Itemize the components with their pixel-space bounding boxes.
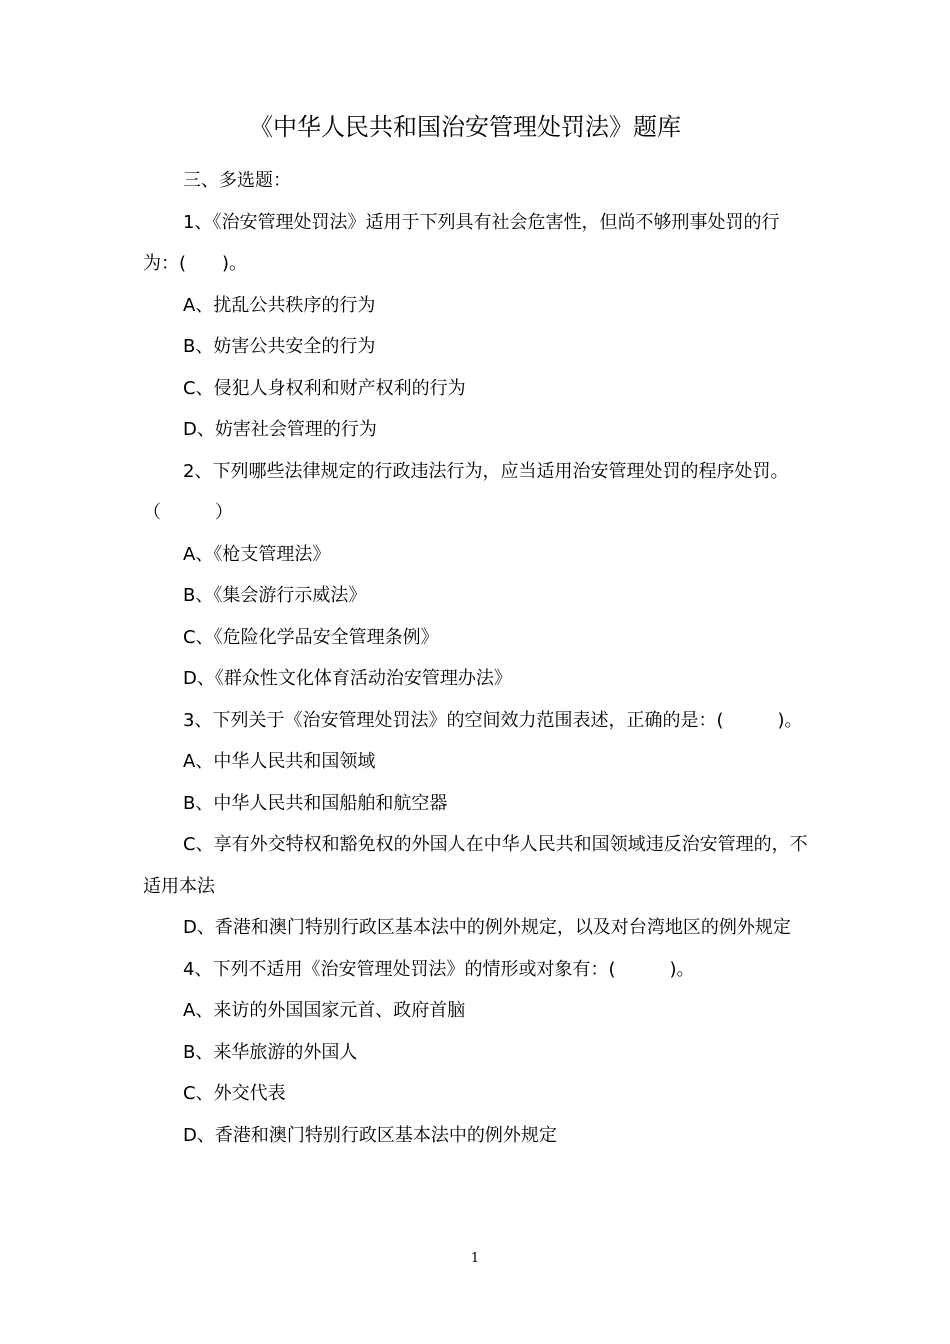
question-4-option-a: A、来访的外国国家元首、政府首脑: [183, 1000, 466, 1021]
question-2-option-a: A、《枪支管理法》: [183, 543, 331, 565]
question-2-option-d: D、《群众性文化体育活动治安管理办法》: [183, 668, 512, 689]
question-1-option-d: D、妨害社会管理的行为: [183, 419, 377, 440]
page-number: 1: [470, 1251, 480, 1266]
question-3-option-b: B、中华人民共和国船舶和航空器: [183, 792, 448, 814]
question-4-option-c: C、外交代表: [183, 1083, 286, 1104]
question-1-option-b: B、妨害公共安全的行为: [183, 336, 376, 357]
document-title: 《中华人民共和国治安管理处罚法》题库: [249, 113, 681, 141]
question-2-option-b: B、《集会游行示威法》: [183, 585, 367, 606]
question-1-option-a: A、扰乱公共秩序的行为: [183, 294, 376, 316]
question-3-option-d: D、香港和澳门特别行政区基本法中的例外规定，以及对台湾地区的例外规定: [183, 917, 791, 938]
question-4: 4、下列不适用《治安管理处罚法》的情形或对象有：( )。: [183, 958, 695, 980]
section-heading: 三、多选题：: [183, 170, 291, 191]
question-2-option-c: C、《危险化学品安全管理条例》: [183, 626, 439, 648]
question-1: 1、《治安管理处罚法》适用于下列具有社会危害性，但尚不够刑事处罚的行为：( )。: [143, 211, 780, 274]
question-4-option-b: B、来华旅游的外国人: [183, 1041, 358, 1063]
question-3: 3、下列关于《治安管理处罚法》的空间效力范围表述，正确的是：( )。: [183, 709, 803, 731]
question-1-option-c: C、侵犯人身权利和财产权利的行为: [183, 377, 466, 399]
question-4-option-d: D、香港和澳门特别行政区基本法中的例外规定: [183, 1124, 557, 1146]
question-3-option-a: A、中华人民共和国领域: [183, 751, 376, 772]
question-3-option-c: C、享有外交特权和豁免权的外国人在中华人民共和国领域违反治安管理的，不适用本法: [143, 834, 808, 897]
question-list: [143, 160, 813, 1156]
question-2: 2、下列哪些法律规定的行政违法行为，应当适用治安管理处罚的程序处罚。（ ）: [143, 460, 789, 523]
